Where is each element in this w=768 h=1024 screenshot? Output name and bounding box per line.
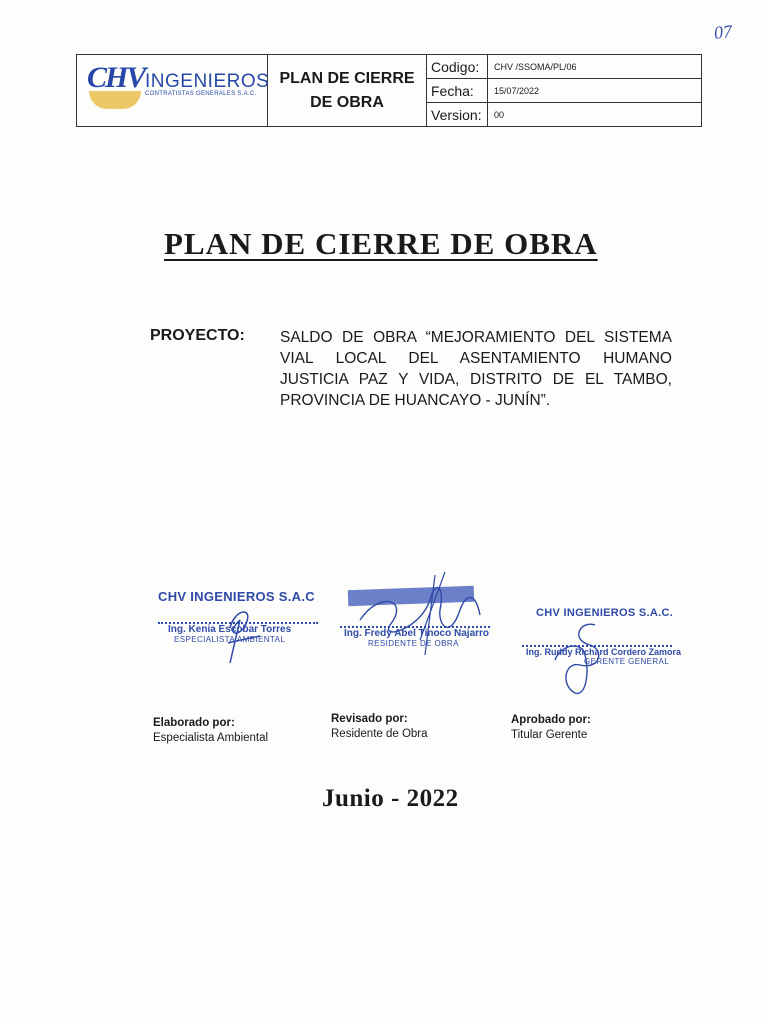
approval-value: Especialista Ambiental — [153, 732, 269, 744]
signature-role: RESIDENTE DE OBRA — [368, 639, 459, 648]
approval-aprobado — [511, 713, 591, 743]
header-title: PLAN DE CIERRE DE OBRA — [268, 55, 427, 127]
approval-label: Aprobado por: — [511, 714, 591, 726]
document-date: Junio - 2022 — [322, 785, 459, 812]
signature-company: CHV INGENIEROS S.A.C. — [536, 607, 674, 619]
company-logo — [87, 61, 270, 117]
approval-elaborado — [153, 716, 268, 746]
code-label: Codigo: — [427, 55, 488, 79]
document-header — [76, 54, 702, 127]
logo-subtitle: CONTRATISTAS GENERALES S.A.C. — [145, 91, 257, 97]
logo-cell — [77, 55, 268, 127]
code-value: CHV /SSOMA/PL/06 — [488, 55, 702, 79]
signature-role: ESPECIALISTA AMBIENTAL — [174, 635, 286, 644]
date-value: 15/07/2022 — [488, 79, 702, 103]
proyecto-label: PROYECTO: — [150, 327, 245, 344]
approval-value: Titular Gerente — [511, 729, 588, 741]
version-value: 00 — [488, 103, 702, 127]
approval-label: Elaborado por: — [153, 717, 235, 729]
logo-mark: CHV — [87, 61, 145, 94]
page-number-mark: 07 — [712, 21, 733, 43]
signature-scribble-icon — [350, 570, 490, 660]
signature-name: Ing. Ruddy Richard Cordero Zamora — [526, 647, 682, 657]
main-title: PLAN DE CIERRE DE OBRA — [164, 226, 598, 261]
logo-name: INGENIEROS — [145, 71, 270, 92]
signature-role: GERENTE GENERAL — [584, 657, 670, 666]
signature-name: Ing. Kenia Escobar Torres — [168, 624, 292, 635]
signature-company: CHV INGENIEROS S.A.C — [158, 589, 315, 604]
signature-name: Ing. Fredy Abel Tinoco Najarro — [344, 628, 490, 639]
approval-revisado — [331, 712, 428, 742]
version-label: Version: — [427, 103, 488, 127]
signature-scribble-icon — [200, 598, 270, 668]
approval-value: Residente de Obra — [331, 728, 428, 740]
signature-scribble-icon — [540, 615, 620, 700]
proyecto-text: SALDO DE OBRA “MEJORAMIENTO DEL SISTEMA VIAL LOCAL DEL ASENTAMIENTO HUMANO JUSTICIA PAZ Y VIDA, DISTRITO DE EL TAMBO, PROVINCIA DE HUANCAYO - JUNÍN”. — [280, 329, 672, 409]
date-label: Fecha: — [427, 79, 488, 103]
approval-label: Revisado por: — [331, 713, 408, 725]
